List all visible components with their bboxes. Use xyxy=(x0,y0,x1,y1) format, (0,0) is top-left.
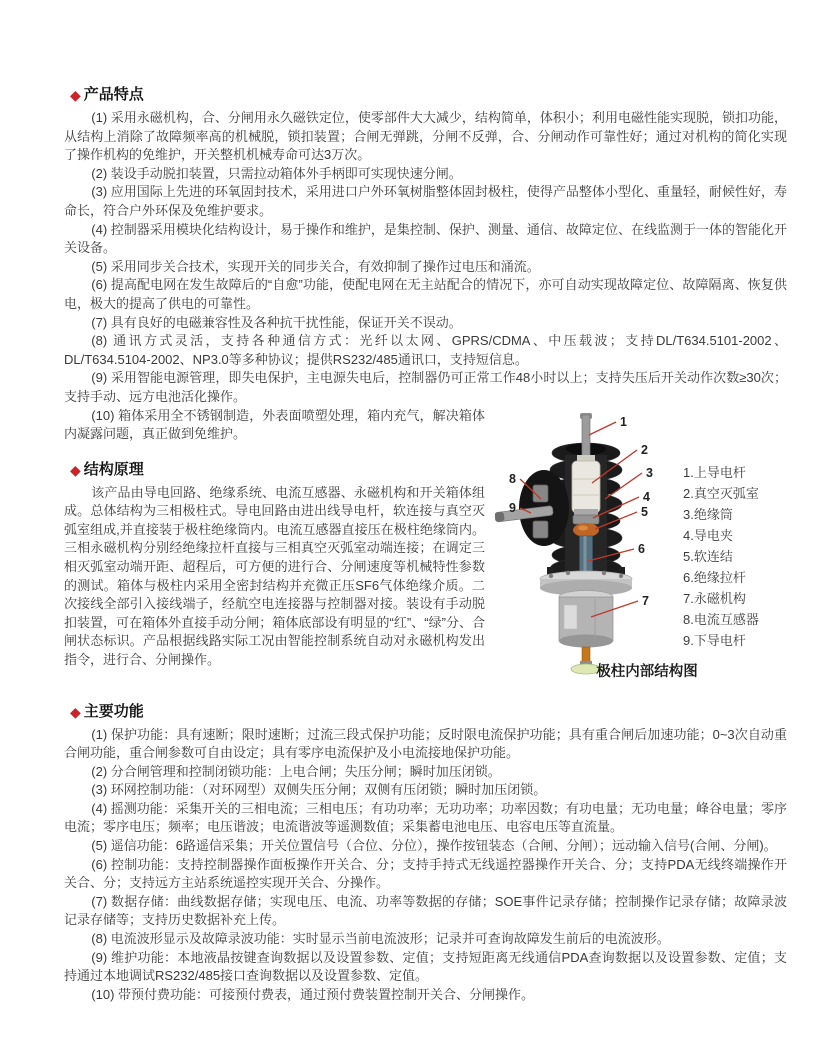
part-label-7: 7.永磁机构 xyxy=(683,590,746,606)
feature-item-2: (2) 装设手动脱扣装置，只需拉动箱体外手柄即可实现快速分闸。 xyxy=(91,165,462,181)
callout-8: 8 xyxy=(509,471,516,486)
callout-2: 2 xyxy=(641,442,648,457)
diamond-bullet-icon: ◆ xyxy=(70,703,81,720)
feature-item-10: (10) 箱体采用全不锈钢制造，外表面喷塑处理，箱内充气，解决箱体内凝露问题，真正做到免维护。 xyxy=(64,407,485,442)
section-title-structure: 结构原理 xyxy=(83,460,144,478)
soft-connection xyxy=(573,523,599,537)
callout-3: 3 xyxy=(646,465,653,480)
section-heading-structure xyxy=(70,461,485,479)
diagram-caption: 极柱内部结构图 xyxy=(596,663,698,680)
section-main-functions xyxy=(64,693,787,1005)
part-label-2: 2.真空灭弧室 xyxy=(683,485,759,501)
diamond-bullet-icon: ◆ xyxy=(70,87,81,103)
function-item-4: (4) 摇测功能：采集开关的三相电流；三相电压；有功功率；无功功率；功率因数；有功电量；无功电量；峰谷电量；零序电流；零序电压；频率；电压谐波；电流谐波等遥测数值；采集蓄电池电压、电容电压等直流量。 xyxy=(64,800,787,835)
function-item-1: (1) 保护功能：具有速断；限时速断；过流三段式保护功能；反时限电流保护功能；具有重合闸后加速功能；0~3次自动重合闸功能，重合闸参数可自由设定；具有零序电流保护及小电流接地保护功能。 xyxy=(64,726,787,761)
feature-item-5: (5) 采用同步关合技术，实现开关的同步关合，有效抑制了操作过电压和涌流。 xyxy=(91,258,540,274)
pole-column-diagram xyxy=(495,409,787,689)
function-item-9: (9) 维护功能：本地液晶按键查询数据以及设置参数、定值；支持短距离无线通信PDA查询数据以及设置参数、定值；支持通过本地调试RS232/485接口查询数据以及设置参数、定值。 xyxy=(64,949,787,984)
part-label-3: 3.绝缘筒 xyxy=(683,506,733,522)
feature-item-9: (9) 采用智能电源管理，即失电保护，主电源失电后，控制器仍可正常工作48小时以上；支持失压后开关动作次数≥30次；支持手动、远方电池活化操作。 xyxy=(64,370,787,404)
part-label-5: 5.软连结 xyxy=(683,548,733,564)
function-item-8: (8) 电流波形显示及故障录波功能：实时显示当前电流波形；记录并可查询故障发生前后的电流波形。 xyxy=(91,931,670,947)
part-label-6: 6.绝缘拉杆 xyxy=(683,569,746,585)
section-title-functions: 主要功能 xyxy=(83,702,144,720)
section-heading-functions xyxy=(70,703,787,721)
function-item-10: (10) 带预付费功能：可接预付费表，通过预付费装置控制开关合、分闸操作。 xyxy=(91,986,535,1002)
diamond-bullet-icon: ◆ xyxy=(70,461,81,478)
part-label-1: 1.上导电杆 xyxy=(683,464,746,480)
vacuum-interrupter xyxy=(572,455,600,515)
feature-item-8: (8) 通讯方式灵活，支持各种通信方式：光纤以太网、GPRS/CDMA、中压载波；支持DL/T634.5101-2002、DL/T634.5104-2002、NP3.0等多种协议；提供RS232/485通讯口，支持短信息。 xyxy=(64,333,787,367)
part-label-4: 4.导电夹 xyxy=(683,527,733,543)
feature-item-1: (1) 采用永磁机构，合、分闸用永久磁铁定位，使零部件大大减少，结构简单，体积小；利用电磁性能实现脱，锁扣功能，从结构上消除了故障频率高的机械脱，锁扣装置；合闸无弹跳，分闸不反弹，合、分闸动作可靠性好；通过对机构的简化实现了操作机构的免维护，开关整机机械寿命可达3万次。 xyxy=(64,110,787,163)
feature-item-3: (3) 应用国际上先进的环氧固封技术，采用进口户外环氧树脂整体固封极柱，使得产品整体小型化、重量轻，耐候性好，寿命长，符合户外环保及免维护要求。 xyxy=(64,184,787,218)
section-title-features: 产品特点 xyxy=(83,86,144,103)
parts-legend xyxy=(683,465,759,648)
structure-paragraph: 该产品由导电回路、绝缘系统、电流互感器、永磁机构和开关箱体组成。总体结构为三相极柱式。导电回路由进出线导电杆，软连接与真空灭弧室组成,并直接装于极柱绝缘筒内。电流互感器直接压在极柱绝缘筒内。三相永磁机构分别经绝缘拉杆直接与三相真空灭弧室动端连接；在调定三相灭弧室动端开距、超程后，可方便的进行合、分闸速度等机械特性参数的测试。箱体与极柱内采用全密封结构并充微正压SF6气体绝缘介质。二次接线全部引入接线端子，经航空电连接器与控制器对接。装设有手动脱扣装置，可在箱体外直接手动分闸；箱体底部设有明显的“红”、“绿”分、合闸状态标识。产品根据线路实际工况由智能控制系统自动对永磁机构发出指令，进行合、分闸操作。 xyxy=(64,484,485,668)
callout-7: 7 xyxy=(642,593,649,608)
function-item-3: (3) 环网控制功能：（对环网型）双侧失压分闸；双侧有压闭锁；瞬时加压闭锁。 xyxy=(91,782,547,798)
feature-item-4: (4) 控制器采用模块化结构设计，易于操作和维护，是集控制、保护、测量、通信、故障定位、在线监测于一体的智能化开关设备。 xyxy=(64,221,787,256)
callout-9: 9 xyxy=(509,500,516,515)
callout-5: 5 xyxy=(641,504,648,519)
function-item-6: (6) 控制功能：支持控制器操作面板操作开关合、分；支持手持式无线遥控器操作开关合、分；支持PDA无线终端操作开关合、分；支持远方主站系统遥控实现开关合、分操作。 xyxy=(64,856,787,891)
part-label-9: 9.下导电杆 xyxy=(683,632,746,648)
feature-item-6: (6) 提高配电网在发生故障后的“自愈”功能，使配电网在无主站配合的情况下，亦可自动实现故障定位、故障隔离、恢复供电，极大的提高了供电的可靠性。 xyxy=(64,277,787,311)
function-item-5: (5) 遥信功能：6路遥信采集；开关位置信号（合位、分位），操作按钮装态（合闸、分闸）；远动输入信号(合闸、分闸)。 xyxy=(91,838,777,854)
callout-6: 6 xyxy=(638,541,645,556)
permanent-magnet-actuator xyxy=(559,590,613,647)
function-item-2: (2) 分合闸管理和控制闭锁功能：上电合闸；失压分闸；瞬时加压闭锁。 xyxy=(91,763,501,779)
pole-column-illustration xyxy=(495,409,787,689)
feature-item-7: (7) 具有良好的电磁兼容性及各种抗干扰性能，保证开关不误动。 xyxy=(91,314,462,330)
callout-1: 1 xyxy=(620,414,627,429)
section-heading-features xyxy=(70,86,787,104)
function-item-7: (7) 数据存储：曲线数据存储；实现电压、电流、功率等数据的存储；SOE事件记录存储；控制操作记录存储；故障录波记录存储等；支持历史数据补充上传。 xyxy=(64,893,787,928)
part-label-8: 8.电流互感器 xyxy=(683,611,759,627)
callout-4: 4 xyxy=(643,489,650,504)
